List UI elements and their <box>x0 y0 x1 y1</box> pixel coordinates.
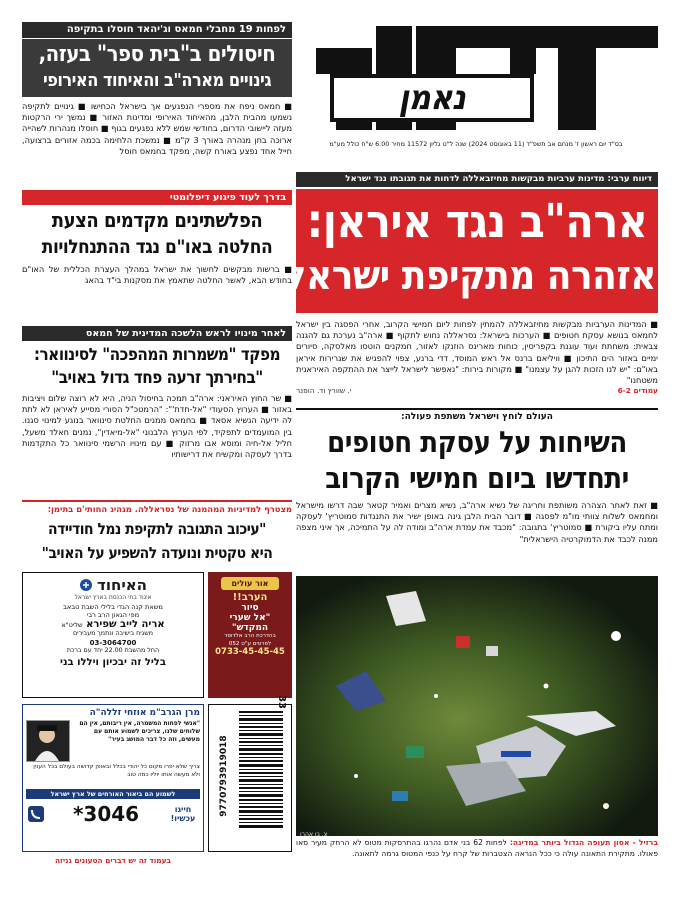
ad-ihud-bottom: בליל זה יבכיון ויללו בני <box>60 657 166 668</box>
ad-ihud-line3: משגיח בישיבה ונתמך מעבירים <box>73 630 153 637</box>
un-headline-line2: החלטה באו"ם נגד ההתנחלויות <box>41 236 273 258</box>
barcode-issue: 33 <box>276 695 287 709</box>
houthi-kicker: מצטרף למדיניות המהמנה של נסראללה. מגהיג החותי'ם בתימן: <box>22 500 292 514</box>
hostages-kicker: העולם לוחץ וישראל משתפת פעולה: <box>296 408 658 422</box>
un-headline-line1: הפלשתינים מקדמים הצעת <box>51 208 263 232</box>
main-kicker: דיווח ערבי: מדינות ערביות מבקשות מחיזבאללה לדחות את תגובתו נגד ישראל <box>296 172 658 187</box>
ad-shaarei-line4: המקדש" <box>231 623 269 633</box>
barcode-bars <box>239 711 283 829</box>
ad-rabbi-top <box>26 720 200 762</box>
logo-small-text: נאמן <box>398 78 466 118</box>
un-body: ■ ברשות מבקשים לחשוך את ישראל במהלך העצרת הכללית של האו"ם בחודש הבא, לאשר החלטה שתאמץ את מסקנות בי"ד בהאג <box>22 264 292 286</box>
hostages-headline-line2: יתחדשו ביום חמישי הקרוב <box>325 461 629 495</box>
ad-rabbi <box>22 704 204 852</box>
un-kicker: בדרך לעוד פיגוע דיפלומטי <box>22 190 292 205</box>
gaza-headline-line1: חיסולים ב"בית ספר" בעזה, <box>38 42 276 67</box>
hostages-headline-line1: השיחות על עסקת חטופים <box>327 425 627 459</box>
main-story <box>284 172 658 395</box>
ad-shaarei-line2: סיור <box>241 603 259 613</box>
sinwar-headline-line2: "בחירתך זרעה פחד גדול באויב" <box>51 368 263 388</box>
houthi-story <box>22 500 292 565</box>
ad-shaarei-line6: לפרטים ע"ט 052 <box>228 641 272 647</box>
ad-ihud-line1: משאת קנה הגדי בלילי השבת טבאב <box>63 603 163 611</box>
photo-credit: צ. בן אהרן <box>300 831 328 836</box>
gaza-headline-line2: גינויים מארה"ב והאיחוד האירופי <box>42 70 272 91</box>
ad-ihud <box>22 572 204 698</box>
ad-shaarei-line1: הערב!! <box>232 592 268 603</box>
dateline: בס"ד יום ראשון ז' מנחם אב תשפ"ד (11 באוגוסט 2024) שנה ל"ט גליון 11572 מחיר 6.00 ש"ח כולל מע"מ <box>329 140 623 148</box>
un-story <box>22 190 292 310</box>
ad-shaarei <box>208 572 292 698</box>
photo-caption-title: ברזיל - אסון תעופה הגדול ביותר במדינה: <box>509 838 659 847</box>
gaza-headline-box <box>22 39 292 97</box>
masthead-logo <box>296 18 660 152</box>
ihud-emblem-icon <box>79 578 93 592</box>
ad-ihud-sub: איגוד בתי הכנסת בארץ ישראל <box>74 594 152 601</box>
ad-ihud-org: האיחוד <box>97 576 147 594</box>
ad-rabbi-cta: חייגו עכשיו! <box>170 805 196 823</box>
gaza-kicker: לפחות 19 מחבלי חמאס וג'יהאד חוסלו בתקיפה <box>22 22 292 38</box>
main-pages: עמודים 6-2 <box>617 386 658 395</box>
ad-ihud-name: אריה לייב שפירא <box>86 619 165 630</box>
photo-caption-body: לפחות 62 בני אדם נהרגו בהתרסקות מטוס לא הרחק מעיר סאו פאולו. מתקירת התאונה עולה כי ככל הנראה הצטברות של קרח על כנפי המטוס גרמה לתאונה. <box>296 838 658 858</box>
crash-photo-image <box>296 576 658 836</box>
gaza-body: ■ חמאס ניפח את מספרי הנפגעים אך בישראל הכחישו ■ גינויים לתקיפה נשמעו מהבית הלבן, מהאיחוד האירופי ומדינות האזור ■ נמשך ירי הרקטות מעזה ליישובי הדרום, בחודשי שמש ללא נפגעים בגוף ■ חוסלו מנהרות לשהייה ארוכה בחן מנהרה באורך 3 ק"מ ■ נמשכת הלחימה בכמה אזורים ברצועה, חייל אחד נפצע באורח קשה, מפקד בחמאס חוסל <box>22 101 292 156</box>
ad-ihud-title: שליט"א <box>61 621 83 629</box>
rabbi-portrait <box>26 720 70 762</box>
main-headline-line1: ארה"ב נגד איראן: <box>306 194 648 248</box>
ad-ihud-line4: החל מהשבת 22.00 יחד עם ברכת <box>66 647 160 654</box>
barcode-digits: 9770793919018 <box>219 735 229 817</box>
ad-rabbi-cta-row <box>26 802 200 826</box>
sinwar-body: ■ שר החוץ האיראני: ארה"ב תמכה בחיסול הניה, היא לא רוצה שלום ויציבות באזור ■ הערוץ הסעודי "אל-חדת'": "הרמטכ"ל הסורי מסייע לאיראן לא לתת לה ידיעה הנשיא אסאד ■ בחמאס ממנים החלטת סינוואר בנוגע למינוי סגנו. בין המועמדים לתפקיד, לפי הערוץ הלבנוני "אל-מיאדין", נמנים חאלד משעל, חליל אל-חיה ומוסא אבו מרזוק ■ עם מינויו הרשמי סינוואר כל התקדמות בדרך לעסקה ומקשיח את דרישותיו <box>22 393 292 460</box>
ad-shaarei-line3: "אל שערי <box>229 613 271 623</box>
houthi-headline-line1: "עיכוב התגובה לתקיפת נמל חודיידה <box>48 520 266 538</box>
ad-shaarei-line5: בהדרכת הרב אלדוסר <box>224 633 276 639</box>
sinwar-story <box>22 326 292 505</box>
ad-rabbi-quote: "אנשי לפחות המשמרה, אין ריבותם, אין הם שלוחים שלנו, צריכים לשמוע אותם עם מעשים, וזה כל דבר המושג בעיר" <box>79 720 200 743</box>
houthi-headline-line2: היא טקטית ונועדה להשפיע על האויב" <box>41 544 273 562</box>
ad-ihud-header <box>26 576 200 594</box>
ad-ihud-line2: מפי הגאון הרב רבי <box>86 611 140 619</box>
photo-caption <box>296 838 658 859</box>
phone-icon <box>26 804 46 824</box>
ad-rabbi-sub: לשמוע הם ביאור האורחים של ארץ ישראל <box>26 789 200 799</box>
crash-photo <box>296 576 658 836</box>
main-headline-box <box>284 189 658 313</box>
ad-rabbi-number[interactable]: *3046 <box>72 802 140 826</box>
ad-ihud-name-row <box>26 619 200 630</box>
gaza-story <box>22 22 292 179</box>
genizah-notice: בעמוד זה יש דברים הטעונים גניזה <box>54 856 172 865</box>
barcode <box>208 695 292 852</box>
ad-ihud-phone[interactable]: 03-3064700 <box>89 639 137 647</box>
sinwar-headline-line1: מפקד "משמרות המהפכה" לסינוואר: <box>33 345 281 365</box>
main-headline-line2: אזהרה מתקיפת ישראל <box>284 253 656 299</box>
ad-shaarei-brand: אור עולים <box>221 577 279 590</box>
main-footer <box>296 386 658 395</box>
hostages-story <box>296 408 658 558</box>
main-byline: י. שוורץ וד. הופנר <box>296 386 352 395</box>
sinwar-kicker: לאחר מינויו לראש הלשכה המדינית של חמאס <box>22 326 292 341</box>
ad-rabbi-title: מרן הגרב"מ אוזחי זללה"ה <box>89 708 200 718</box>
ad-shaarei-phone[interactable]: 0733-45-45-45 <box>215 647 285 657</box>
main-body: ■ המדינות הערביות מבקשות מחיזבאללה להמתין לפחות ליום חמישי הקרוב, אחרי הפסגה בין ישראל לחמאס בנושא עסקת חטופים ■ הערכות בישראל: נסראללה נחוש לתקוף ■ ארה"ב נערכת גם להגנה צבאית: משחתת ועוד עוגנת בקפריסין, כוחות מארינס הוזנקו לאזור, חמקנים הוטסו מאלסקה, סיורים ימיים באזור הים התיכון ■ וויליאם ברנס אל ראש המוסד, דדי ברנע, צפוי להפגיש את שגרירות איראן באו"ם: "יש לנו הזכות להגן על עצמנו" ■ מקורות בירות: "נאפשר לישראל לייצר את ההתקפה האיראנית משטחנו" <box>296 319 658 385</box>
hostages-body: ■ זאת לאחר הצהרה משותפת וחריגה של נשיא ארה"ב, נשיא מצרים ואמיר קטאר שבה דרשו מישראל ומחמאס לשלוח צוותי מו"מ לפסגה ■ דובר הבית הלבן גינה באופן ישיר את התנגדות סמוטריץ' לעסקה ומתח עליו ביקורת ■ סמוטריץ' בתגובה: "מכבד את עמדת ארה"ב ומודה לה על התמיכה, אך איני מצפה ממנה לכבד את הדמוקרטיה הישראלית" <box>296 500 658 544</box>
ad-rabbi-para: צריך שלא יפרו מקום כל יהודי בכלל ובאופן קדושה בעולם בכל הענין ולא מעשה אותו יוליו כמה טוב <box>33 764 200 778</box>
